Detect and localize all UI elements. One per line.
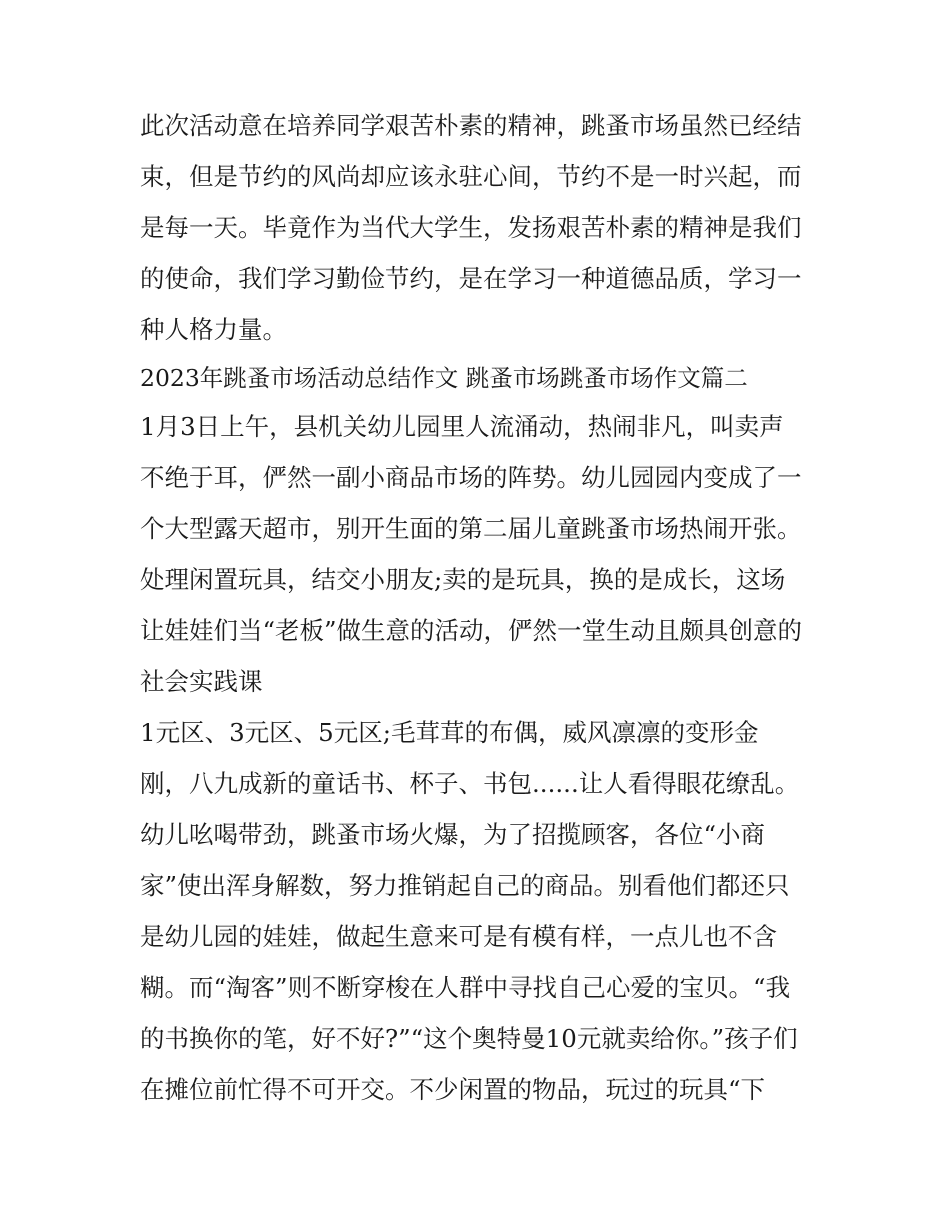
paragraph-line: 此次活动意在培养同学艰苦朴素的精神，跳蚤市场虽然已经结 (140, 111, 802, 140)
paragraph-line: 处理闲置玩具，结交小朋友;卖的是玩具，换的是成长，这场 (140, 565, 786, 594)
paragraph-line: 幼儿吆喝带劲，跳蚤市场火爆，为了招揽顾客，各位“小商 (140, 820, 766, 849)
paragraph-line: 让娃娃们当“老板”做生意的活动，俨然一堂生动且颇具创意的 (140, 616, 803, 645)
section-heading: 2023年跳蚤市场活动总结作文 跳蚤市场跳蚤市场作文篇二 (140, 364, 748, 392)
paragraph-line: 个大型露天超市，别开生面的第二届儿童跳蚤市场热闹开张。 (140, 514, 802, 543)
paragraph-line: 种人格力量。 (140, 315, 287, 344)
paragraph-line: 束，但是节约的风尚却应该永驻心间，节约不是一时兴起，而 (140, 162, 802, 191)
paragraph-line: 刚，八九成新的童话书、杯子、书包......让人看得眼花缭乱。 (140, 769, 800, 798)
paragraph-line: 家”使出浑身解数，努力推销起自己的商品。别看他们都还只 (140, 871, 790, 900)
paragraph-line: 不绝于耳，俨然一副小商品市场的阵势。幼儿园园内变成了一 (140, 463, 802, 492)
paragraph-line: 的使命，我们学习勤俭节约，是在学习一种道德品质，学习一 (140, 264, 802, 293)
paragraph-line: 是幼儿园的娃娃，做起生意来可是有模有样，一点儿也不含 (140, 922, 777, 951)
paragraph-line: 是每一天。毕竟作为当代大学生，发扬艰苦朴素的精神是我们 (140, 213, 802, 242)
paragraph-3 (140, 707, 820, 1115)
document-page (140, 100, 820, 1115)
paragraph-line: 糊。而“淘客”则不断穿梭在人群中寻找自己心爱的宝贝。“我 (140, 973, 791, 1002)
paragraph-line: 1月3日上午，县机关幼儿园里人流涌动，热闹非凡，叫卖声 (140, 412, 784, 441)
paragraph-line: 社会实践课 (140, 667, 263, 696)
paragraph-2 (140, 401, 820, 707)
paragraph-line: 在摊位前忙得不可开交。不少闲置的物品，玩过的玩具“下 (140, 1075, 766, 1104)
paragraph-1 (140, 100, 820, 355)
paragraph-line: 的书换你的笔，好不好?”“这个奥特曼10元就卖给你。”孩子们 (140, 1024, 798, 1053)
paragraph-line: 1元区、3元区、5元区;毛茸茸的布偶，威风凛凛的变形金 (140, 718, 759, 747)
